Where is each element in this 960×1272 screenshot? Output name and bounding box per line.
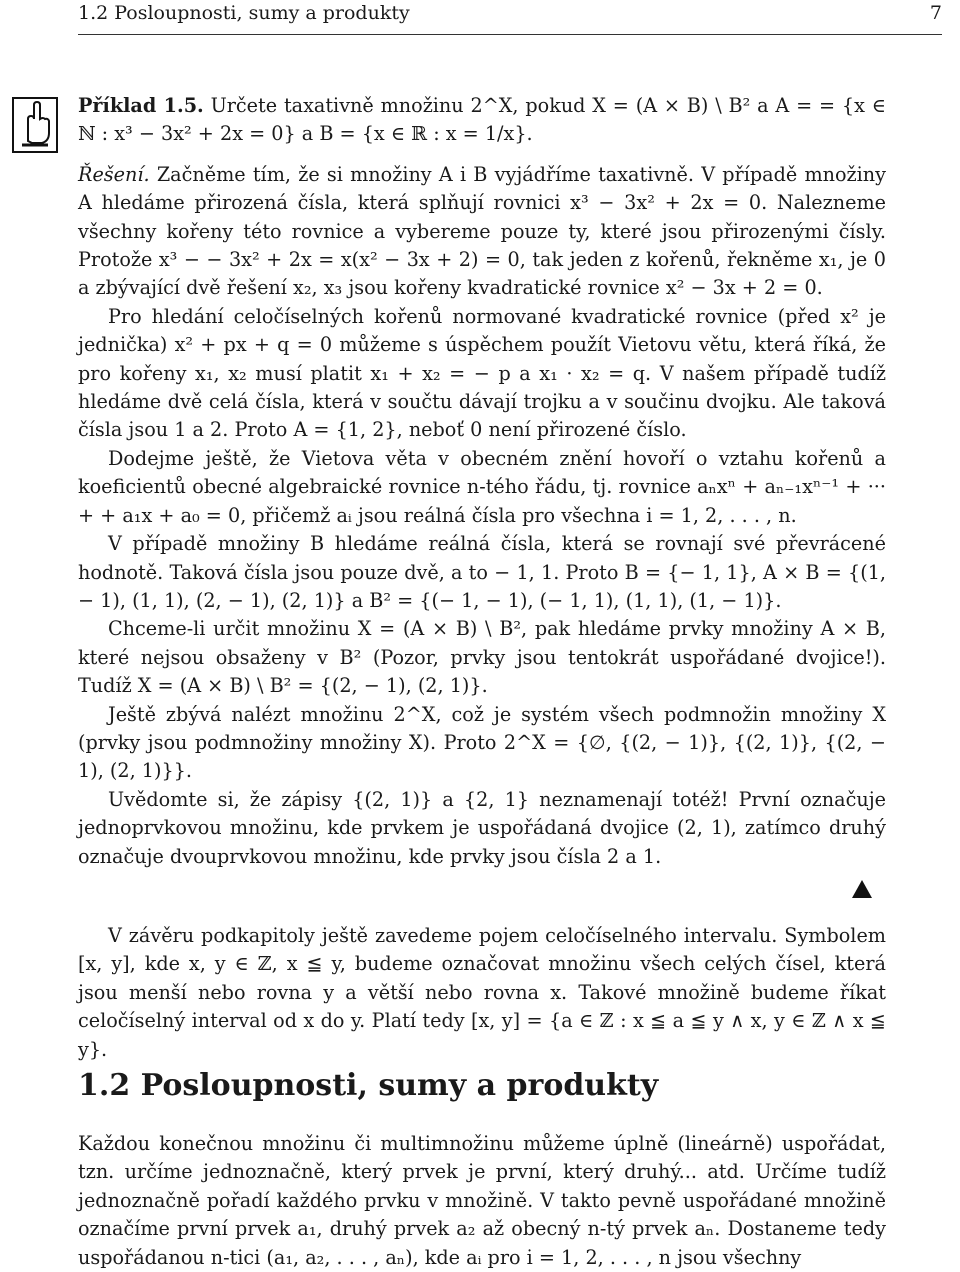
pointing-hand-icon <box>12 97 58 153</box>
running-header <box>78 0 942 35</box>
paragraph-set-b: V případě množiny B hledáme reálná čísla, která se rovnají své převrácené hodnotě. Taková čísla jsou pouze dvě, a to − 1, 1. Proto B = {− 1, 1}, A × B = {(1, − 1), (1, 1), (2, − 1), (2, 1)} a B² = {(− 1, − 1), (− 1, 1), (1, 1), (1, − 1)}. <box>78 532 886 612</box>
example-text: Určete taxativně množinu 2^X, pokud X = (A × B) \ B² a A = = {x ∈ ℕ : x³ − 3x² + 2x = 0} a B = {x ∈ ℝ : x = 1/x}. <box>78 94 887 146</box>
paragraph-vieta-general: Dodejme ještě, že Vietova věta v obecném znění hovoří o vztahu kořenů a koeficientů obecné algebraické rovnice n-tého řádu, tj. rovnice aₙxⁿ + aₙ₋₁xⁿ⁻¹ + ··· + + a₁x + a₀ = 0, přičemž aᵢ jsou reálná čísla pro všechna i = 1, 2, . . . , n. <box>78 446 886 527</box>
interval-paragraph: V závěru podkapitoly ještě zavedeme pojem celočíselného intervalu. Symbolem [x, y], kde x, y ∈ ℤ, x ≦ y, budeme označovat množinu všech celých čísel, která jsou menší nebo rovna y a větší nebo rovna x. Takové množině budeme říkat celočíselný interval od x do y. Platí tedy [x, y] = {a ∈ ℤ : x ≦ a ≦ y ∧ x, y ∈ ℤ ∧ x ≦ y}. <box>78 924 886 1061</box>
paragraph-power-set: Ještě zbývá nalézt množinu 2^X, což je systém všech podmnožin množiny X (prvky jsou podmnožiny množiny X). Proto 2^X = {∅, {(2, − 1)}, {(2, 1)}, {(2, − 1), (2, 1)}}. <box>78 702 886 783</box>
paragraph-vieta: Pro hledání celočíselných kořenů normované kvadratické rovnice (před x² je jednička) x² + px + q = 0 můžeme s úspěchem použít Vietovu větu, která říká, že pro kořeny x₁, x₂ musí platit x₁ + x₂ = − p a x₁ · x₂ = q. V našem případě tudíž hledáme dvě celá čísla, která v součtu dávají trojku a v součinu dvojku. Ale taková čísla jsou 1 a 2. Proto A = {1, 2}, neboť 0 není přirozené číslo. <box>78 304 886 442</box>
interval-section <box>78 922 886 1064</box>
paragraph-text: Začněme tím, že si množiny A i B vyjádříme taxativně. V případě množiny A hledáme přirozená čísla, která splňují rovnici x³ − 3x² + 2x = 0. Nalezneme všechny kořeny této rovnice a vybereme pouze ty, které jsou přirozenými čísly. Protože x³ − − 3x² + 2x = x(x² − 3x + 2) = 0, tak jeden z kořenů, řekněme x₁, je 0 a zbývající dvě řešení x₂, x₃ jsou kořeny kvadratické rovnice x² − 3x + 2 = 0. <box>78 162 887 300</box>
running-title: 1.2 Posloupnosti, sumy a produkty <box>78 2 410 24</box>
section-heading: 1.2 Posloupnosti, sumy a produkty <box>78 1068 659 1103</box>
page-number: 7 <box>929 2 942 24</box>
section-paragraph: Každou konečnou množinu či multimnožinu můžeme úplně (lineárně) uspořádat, tzn. určíme jednoznačně, který prvek je první, který druhý... atd. Určíme tudíž jednoznačně pořadí každého prvku v množině. V takto pevně uspořádané množině označíme první prvek a₁, druhý prvek a₂ až obecný n-tý prvek aₙ. Dostaneme tedy uspořádanou n-tici (a₁, a₂, . . . , aₙ), kde aᵢ pro i = 1, 2, . . . , n jsou všechny <box>78 1132 886 1269</box>
end-of-solution-mark <box>852 880 872 898</box>
example-content <box>78 92 886 871</box>
paragraph-set-x: Chceme-li určit množinu X = (A × B) \ B², pak hledáme prvky množiny A × B, které nejsou obsaženy v B² (Pozor, prvky jsou tentokrát uspořádané dvojice!). Tudíž X = (A × B) \ B² = {(2, − 1), (2, 1)}. <box>78 617 886 698</box>
solution-paragraph-1 <box>78 161 886 303</box>
example-heading: Příklad 1.5. <box>78 94 204 117</box>
example-statement <box>78 92 886 149</box>
paragraph-note: Uvědomte si, že zápisy {(2, 1)} a {2, 1} neznamenají totéž! První označuje jednoprvkovou množinu, kde prvkem je uspořádaná dvojice (2, 1), zatímco druhý označuje dvouprvkovou množinu, kde prvky jsou čísla 2 a 1. <box>78 787 886 868</box>
solution-label: Řešení. <box>78 162 150 186</box>
section-body <box>78 1130 886 1272</box>
